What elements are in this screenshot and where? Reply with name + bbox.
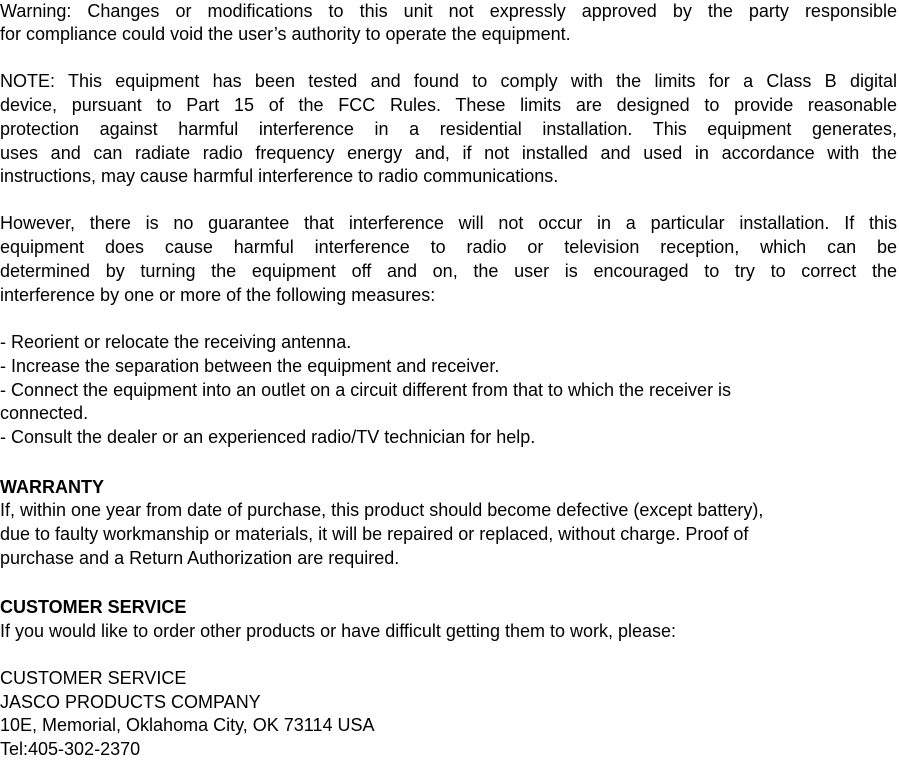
however-line-1: However, there is no guarantee that interference will not occur in a particular installation. If this — [0, 213, 897, 233]
however-line-4: interference by one or more of the following measures: — [0, 285, 436, 305]
address-street: 10E, Memorial, Oklahoma City, OK 73114 USA — [0, 715, 375, 735]
address-company: JASCO PRODUCTS COMPANY — [0, 692, 261, 712]
measure-item-outlet-continued: connected. — [0, 403, 89, 423]
measure-item-outlet: - Connect the equipment into an outlet on a circuit different from that to which the receiver is — [0, 380, 732, 400]
address-phone: Tel:405-302-2370 — [0, 739, 141, 759]
however-line-3: determined by turning the equipment off and on, the user is encouraged to try to correct the — [0, 261, 897, 281]
however-line-2: equipment does cause harmful interference to radio or television reception, which can be — [0, 237, 897, 257]
customer-service-line: If you would like to order other products or have difficult getting them to work, please: — [0, 621, 677, 641]
customer-service-heading: CUSTOMER SERVICE — [0, 597, 187, 617]
note-line-5: instructions, may cause harmful interference to radio communications. — [0, 166, 559, 186]
address-dept: CUSTOMER SERVICE — [0, 668, 187, 688]
warning-line-2: for compliance could void the user’s authority to operate the equipment. — [0, 24, 571, 44]
warranty-line-3: purchase and a Return Authorization are required. — [0, 548, 400, 568]
measure-item-reorient: - Reorient or relocate the receiving antenna. — [0, 332, 352, 352]
note-line-3: protection against harmful interference in a residential installation. This equipment generates, — [0, 119, 897, 139]
note-line-2: device, pursuant to Part 15 of the FCC Rules. These limits are designed to provide reasonable — [0, 95, 897, 115]
measure-item-consult: - Consult the dealer or an experienced radio/TV technician for help. — [0, 427, 536, 447]
warning-line-1: Warning: Changes or modifications to this unit not expressly approved by the party responsible — [0, 1, 897, 21]
note-line-1: NOTE: This equipment has been tested and found to comply with the limits for a Class B digital — [0, 71, 897, 91]
warranty-line-1: If, within one year from date of purchase, this product should become defective (except battery), — [0, 500, 764, 520]
note-line-4: uses and can radiate radio frequency energy and, if not installed and used in accordance with the — [0, 143, 897, 163]
warranty-heading: WARRANTY — [0, 477, 104, 497]
measure-item-separation: - Increase the separation between the equipment and receiver. — [0, 356, 500, 376]
warranty-line-2: due to faulty workmanship or materials, it will be repaired or replaced, without charge. Proof of — [0, 524, 749, 544]
